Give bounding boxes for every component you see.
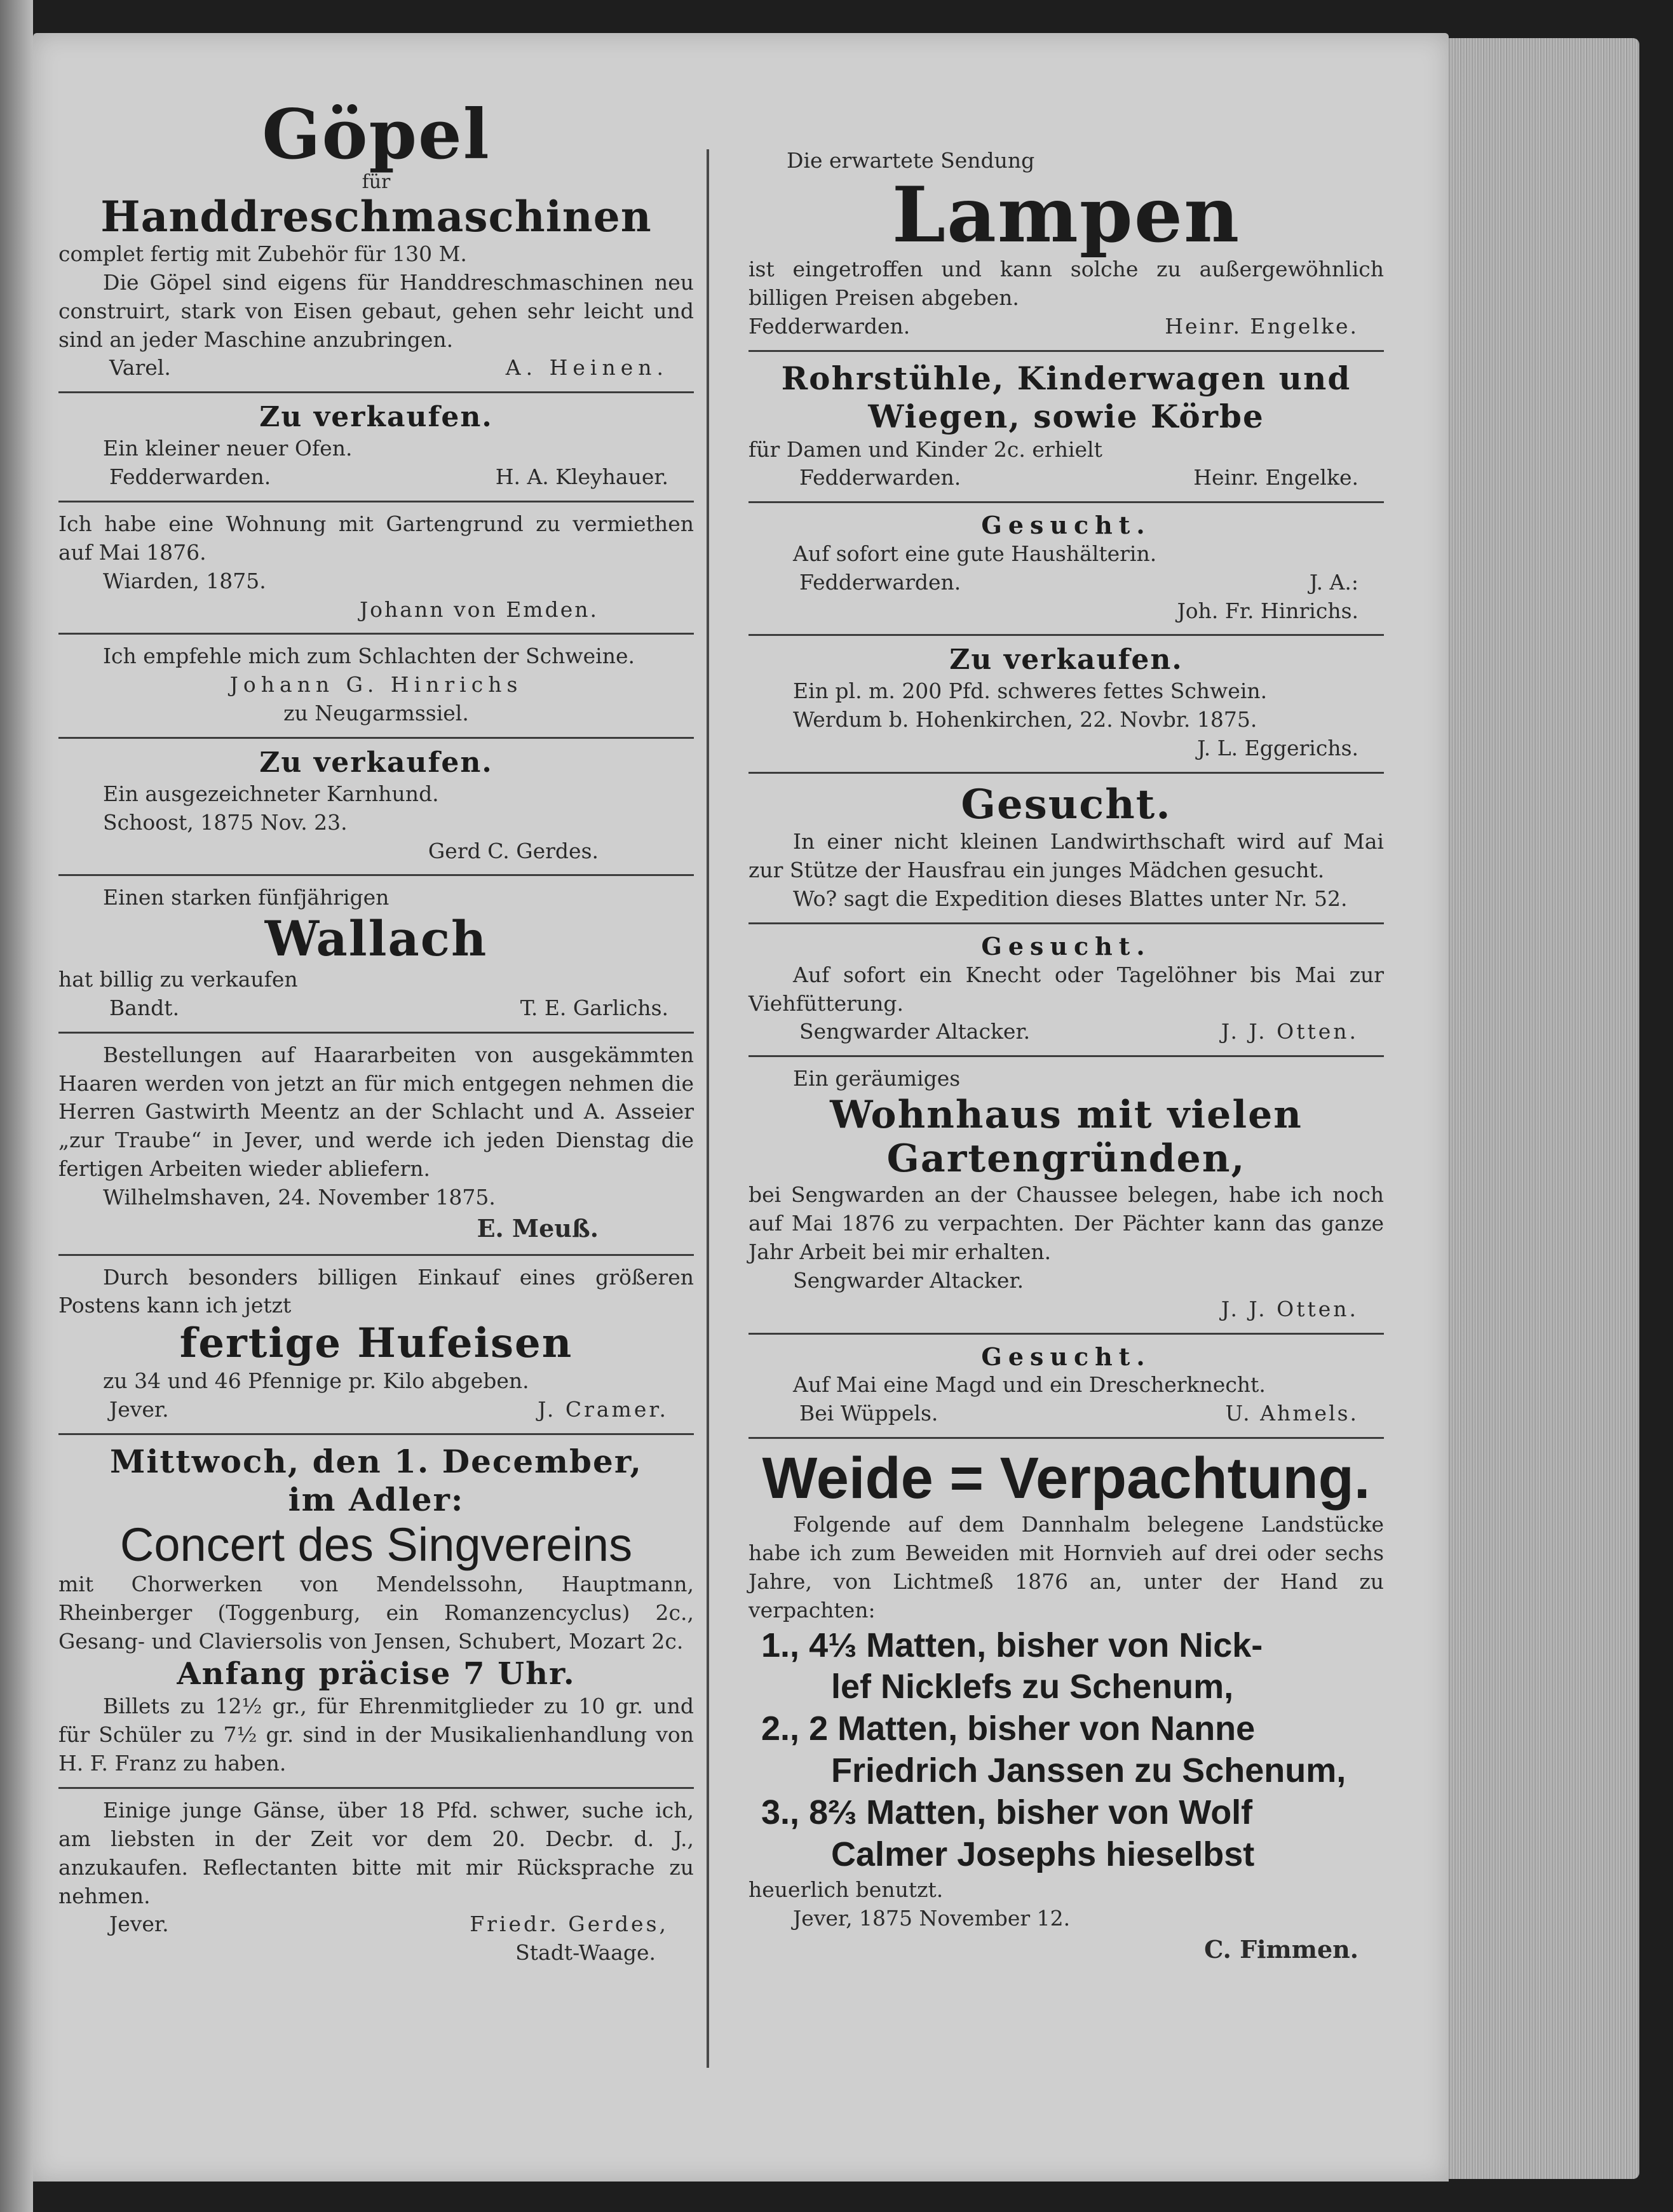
ad-place: Jever, 1875 November 12. <box>793 1905 1071 1931</box>
item-number: 2., <box>761 1710 800 1748</box>
ad-text: Wo? sagt die Expedition dieses Blattes unter Nr. 52. <box>793 886 1348 912</box>
ad-signer: J. Cramer. <box>538 1396 668 1422</box>
ad-signer: J. J. Otten. <box>1221 1296 1358 1321</box>
ad-title: Zu verkaufen. <box>259 746 493 779</box>
ad-signature-line <box>748 464 1384 492</box>
ad-title: Zu verkaufen. <box>259 401 493 434</box>
ad-place: Sengwarder Altacker. <box>799 1019 1031 1044</box>
page-stack-edge <box>1449 38 1639 2179</box>
ad-goepel <box>58 95 694 388</box>
item-text: 8⅔ Matten, bisher von Wolf <box>809 1793 1253 1832</box>
ad-pretext: Einen starken fünfjährigen <box>103 885 389 910</box>
ad-knecht <box>748 928 1384 1051</box>
ad-signer: T. E. Garlichs. <box>520 995 668 1020</box>
list-item <box>748 1625 1384 1709</box>
ad-place: Fedderwarden. <box>799 569 961 595</box>
left-column <box>58 95 694 1973</box>
ad-signer: Johann von Emden. <box>359 597 599 622</box>
ad-magd <box>748 1339 1384 1433</box>
ad-text: Folgende auf dem Dannhalm belegene Landstücke habe ich zum Beweiden mit Hornvieh auf drei oder sechs Jahre, von Lichtmeß 1876 an, unter der Hand zu verpachten: <box>748 1512 1384 1622</box>
ad-signer: Gerd C. Gerdes. <box>428 838 599 863</box>
ad-title: Wallach <box>264 910 488 968</box>
divider <box>58 1787 694 1789</box>
divider <box>748 350 1384 352</box>
divider <box>748 1437 1384 1439</box>
item-number: 3., <box>761 1793 800 1832</box>
ad-text: In einer nicht kleinen Landwirthschaft wird auf Mai zur Stütze der Hausfrau ein junges Mädchen gesucht. <box>748 829 1384 883</box>
ad-signer: U. Ahmels. <box>1225 1401 1358 1426</box>
ad-signer: A. Heinen. <box>505 355 668 381</box>
item-text-continued: Calmer Josephs hieselbst <box>831 1835 1255 1873</box>
ad-title: Zu verkaufen. <box>949 644 1183 677</box>
ad-place: Jever. <box>109 1396 169 1422</box>
divider <box>748 772 1384 774</box>
ad-text: Auf sofort ein Knecht oder Tagelöhner bis Mai zur Viehfütterung. <box>748 962 1384 1016</box>
divider <box>748 1333 1384 1335</box>
ad-place: Fedderwarden. <box>799 465 961 490</box>
divider <box>58 1433 694 1435</box>
ad-place: Varel. <box>109 355 171 381</box>
ad-signature-line <box>58 1910 694 1939</box>
ad-signer: J. L. Eggerichs. <box>1197 736 1358 761</box>
item-text: 4⅓ Matten, bisher von Nick- <box>809 1626 1263 1664</box>
ad-text: Einige junge Gänse, über 18 Pfd. schwer, suche ich, am liebsten in der Zeit vor dem 20. Decbr. d. J., anzukaufen. Reflectanten bitte mit mir Rücksprache zu nehmen. <box>58 1797 694 1908</box>
ad-schwein <box>748 640 1384 767</box>
ad-signature-line <box>748 1399 1384 1428</box>
ad-signer: Heinr. Engelke. <box>1193 465 1358 490</box>
divider <box>58 391 694 393</box>
ad-wallach <box>58 880 694 1027</box>
ad-title: Gesucht. <box>961 780 1172 828</box>
ad-title: Weide = Verpachtung. <box>762 1445 1371 1511</box>
ad-title-3: Concert des Singvereins <box>119 1518 633 1571</box>
ad-place: Werdum b. Hohenkirchen, 22. Novbr. 1875. <box>793 707 1257 732</box>
ad-lampen <box>748 143 1384 346</box>
ad-text: zu 34 und 46 Pfennige pr. Kilo abgeben. <box>103 1368 529 1393</box>
ad-signer-name: Joh. Fr. Hinrichs. <box>1177 598 1358 623</box>
ad-wohnhaus <box>748 1061 1384 1328</box>
ad-signature-line <box>58 994 694 1023</box>
ad-title-2: im Adler: <box>288 1480 464 1518</box>
item-text: 2 Matten, bisher von Nanne <box>809 1710 1256 1748</box>
ad-karnhund <box>58 743 694 870</box>
ad-signature-line <box>58 463 694 492</box>
ad-title: fertige Hufeisen <box>179 1319 573 1368</box>
ad-text: für Damen und Kinder 2c. erhielt <box>748 436 1102 462</box>
ad-text: Ein kleiner neuer Ofen. <box>103 436 353 461</box>
ad-subtitle: für <box>362 171 391 194</box>
right-column <box>748 143 1384 1971</box>
ad-text: Ein ausgezeichneter Karnhund. <box>103 781 439 806</box>
ad-text: Ich habe eine Wohnung mit Gartengrund zu vermiethen auf Mai 1876. <box>58 511 694 565</box>
ad-concert <box>58 1439 694 1783</box>
divider <box>58 1254 694 1256</box>
divider <box>748 922 1384 924</box>
ad-signer: Friedr. Gerdes, <box>470 1912 668 1937</box>
ad-signer: Johann G. Hinrichs <box>229 672 523 698</box>
ad-haushaelterin <box>748 507 1384 630</box>
ad-weide-verpachtung <box>748 1443 1384 1971</box>
ad-title: Lampen <box>891 170 1241 260</box>
ad-signer: H. A. Kleyhauer. <box>495 464 668 490</box>
ad-title-2: Handdreschmaschinen <box>100 192 652 242</box>
ad-hufeisen <box>58 1260 694 1429</box>
ad-maedchen <box>748 778 1384 919</box>
ad-signer-location: zu Neugarmssiel. <box>283 701 469 726</box>
ad-signer: J. J. Otten. <box>1221 1019 1358 1044</box>
ad-place: Sengwarder Altacker. <box>793 1267 1024 1293</box>
ad-pretext: Die erwartete Sendung <box>787 148 1035 173</box>
list-item <box>748 1792 1384 1876</box>
ad-haararbeiten <box>58 1037 694 1250</box>
ad-signature-line <box>748 1018 1384 1046</box>
ad-text: heuerlich benutzt. <box>748 1877 944 1902</box>
divider <box>58 874 694 876</box>
ad-gaense <box>58 1793 694 1973</box>
ad-signer: E. Meuß. <box>477 1213 599 1243</box>
ad-signer: J. A.: <box>1309 569 1358 595</box>
ad-place: Bei Wüppels. <box>799 1401 938 1426</box>
item-text-continued: lef Nicklefs zu Schenum, <box>831 1668 1234 1706</box>
ad-title-4: Anfang präcise 7 Uhr. <box>177 1656 576 1692</box>
ad-signature-line <box>58 1396 694 1424</box>
ad-signature-line <box>58 354 694 382</box>
ad-signature-line <box>748 569 1384 597</box>
divider <box>748 501 1384 503</box>
divider <box>58 633 694 635</box>
ad-text: Billets zu 12½ gr., für Ehrenmitglieder zu 10 gr. und für Schüler zu 7½ gr. sind in der Musikalienhandlung von H. F. Franz zu haben. <box>58 1694 694 1776</box>
ad-rohrstuehle <box>748 356 1384 498</box>
ad-signature-line <box>748 313 1384 341</box>
ad-text: mit Chorwerken von Mendelssohn, Hauptmann, Rheinberger (Toggenburg, ein Romanzencyclus) 2c., Gesang- und Claviersolis von Jensen, Schubert, Mozart 2c. <box>58 1572 694 1654</box>
ad-text: bei Sengwarden an der Chaussee belegen, habe ich noch auf Mai 1876 zu verpachten. Der Pächter kann das ganze Jahr Arbeit bei mir erhalten. <box>748 1182 1384 1264</box>
ad-text: Bestellungen auf Haararbeiten von ausgekämmten Haaren werden von jetzt an für mich entgegen nehmen die Herren Gastwirth Meentz an der Schlacht und A. Asseier „zur Traube“ in Jever, und werde ich jeden Dienstag die fertigen Arbeiten wieder abliefern. <box>58 1042 694 1182</box>
previous-page-edge <box>0 0 33 2212</box>
ad-place: Wilhelmshaven, 24. November 1875. <box>103 1185 496 1210</box>
ad-place: Bandt. <box>109 995 180 1020</box>
ad-text: Die Göpel sind eigens für Handdreschmaschinen neu construirt, stark von Eisen gebaut, gehen sehr leicht und sind an jeder Maschine anzubringen. <box>58 269 694 352</box>
ad-schlachten <box>58 638 694 733</box>
ad-text: complet fertig mit Zubehör für 130 M. <box>58 241 467 266</box>
divider <box>748 1055 1384 1057</box>
ad-text: Ich empfehle mich zum Schlachten der Schweine. <box>103 644 635 669</box>
item-number: 1., <box>761 1626 800 1664</box>
divider <box>58 737 694 739</box>
list-item <box>748 1708 1384 1792</box>
ad-signer-location: Stadt-Waage. <box>515 1940 656 1966</box>
ad-title: Rohrstühle, Kinderwagen und Wiegen, sowie Körbe <box>781 359 1351 435</box>
item-text-continued: Friedrich Janssen zu Schenum, <box>831 1751 1346 1790</box>
ad-pretext: Ein geräumiges <box>793 1066 961 1091</box>
ad-place: Wiarden, 1875. <box>103 568 266 593</box>
ad-title: Gesucht. <box>981 1342 1151 1371</box>
divider <box>58 1032 694 1034</box>
ad-title: Göpel <box>262 95 491 175</box>
ad-text: Ein pl. m. 200 Pfd. schweres fettes Schwein. <box>793 678 1268 704</box>
divider <box>58 501 694 502</box>
ad-place: Fedderwarden. <box>748 313 911 339</box>
ad-text: Durch besonders billigen Einkauf eines größeren Postens kann ich jetzt <box>58 1264 694 1318</box>
ad-title: Gesucht. <box>981 932 1151 961</box>
ad-signer: C. Fimmen. <box>1204 1934 1358 1964</box>
ad-place: Fedderwarden. <box>109 464 271 490</box>
ad-text: Auf Mai eine Magd und ein Drescherknecht. <box>793 1372 1266 1398</box>
divider <box>748 634 1384 636</box>
ad-place: Jever. <box>109 1912 169 1937</box>
ad-title: Wohnhaus mit vielen Gartengründen, <box>830 1093 1303 1182</box>
ad-text: ist eingetroffen und kann solche zu außergewöhnlich billigen Preisen abgeben. <box>748 256 1384 310</box>
ad-title: Gesucht. <box>981 511 1151 540</box>
ad-title: Mittwoch, den 1. December, <box>110 1442 642 1480</box>
ad-text: hat billig zu verkaufen <box>58 966 298 992</box>
column-divider <box>707 149 709 2068</box>
ad-signer: Heinr. Engelke. <box>1165 313 1358 339</box>
ad-text: Auf sofort eine gute Haushälterin. <box>793 541 1157 566</box>
ad-place: Schoost, 1875 Nov. 23. <box>103 809 348 835</box>
ad-ofen <box>58 397 694 497</box>
ad-wohnung <box>58 506 694 630</box>
